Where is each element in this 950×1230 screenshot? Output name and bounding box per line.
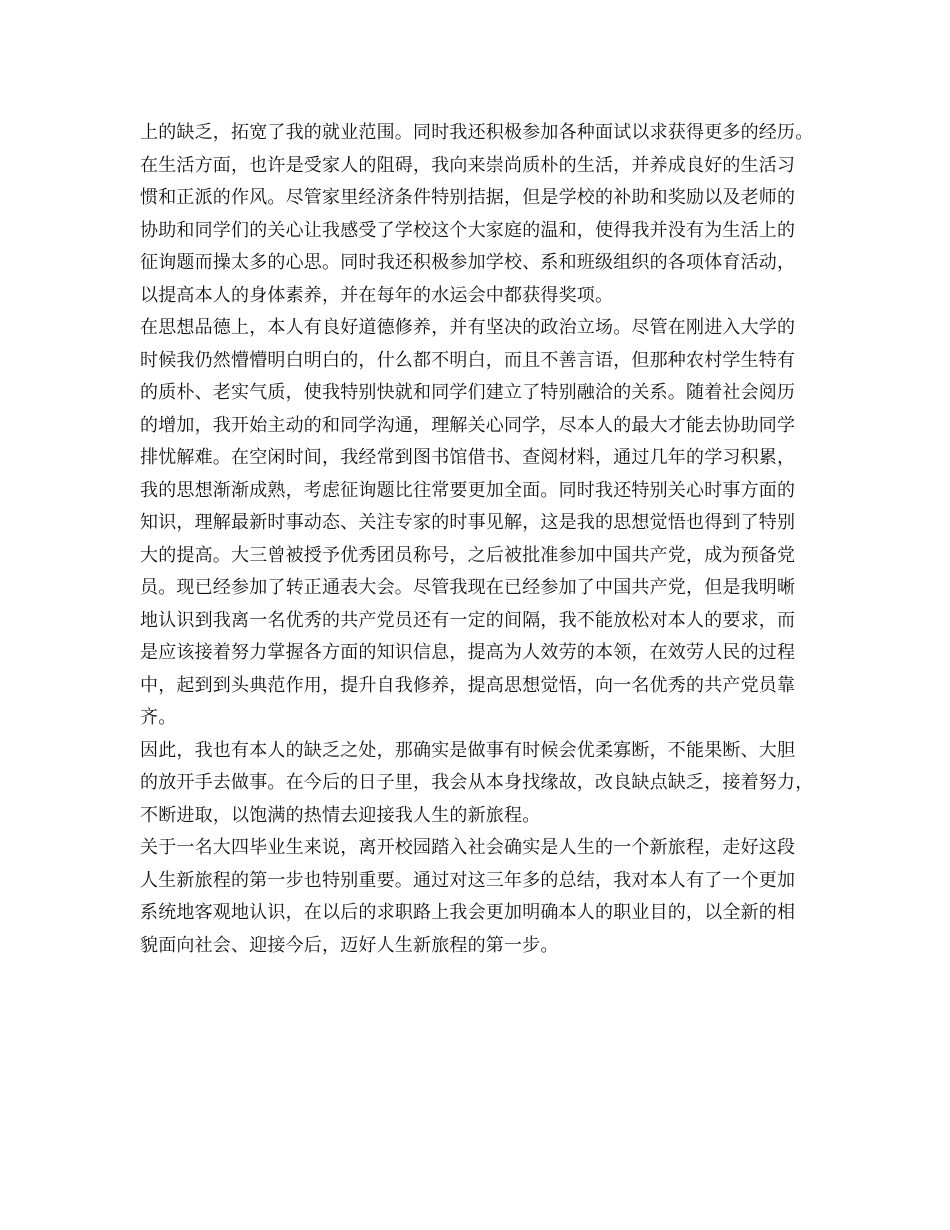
text-line: 的增加，我开始主动的和同学沟通，理解关心同学，尽本人的最大才能去协助同学 [140, 414, 796, 436]
text-line: 大的提高。大三曾被授予优秀团员称号，之后被批准参加中国共产党，成为预备党 [140, 544, 796, 566]
text-line: 齐。 [140, 707, 177, 728]
text-line: 不断进取，以饱满的热情去迎接我人生的新旅程。 [140, 804, 541, 826]
text-line: 是应该接着努力掌握各方面的知识信息，提高为人效劳的本领，在效劳人民的过程 [140, 642, 796, 663]
text-line: 地认识到我离一名优秀的共产党员还有一定的间隔，我不能放松对本人的要求，而 [140, 609, 796, 631]
text-line: 中，起到到头典范作用，提升自我修养，提高思想觉悟，向一名优秀的共产党员靠 [140, 674, 796, 696]
text-line: 惯和正派的作风。尽管家里经济条件特别拮据，但是学校的补助和奖励以及老师的 [140, 187, 796, 208]
text-line: 上的缺乏，拓宽了我的就业范围。同时我还积极参加各种面试以求获得更多的经历。 [140, 122, 814, 143]
text-line: 的放开手去做事。在今后的日子里，我会从本身找缘故，改良缺点缺乏，接着努力， [140, 772, 814, 793]
text-line: 系统地客观地认识，在以后的求职路上我会更加明确本人的职业目的，以全新的相 [140, 902, 796, 923]
text-line: 貌面向社会、迎接今后，迈好人生新旅程的第一步。 [140, 934, 559, 956]
text-line: 以提高本人的身体素养，并在每年的水运会中都获得奖项。 [140, 284, 614, 306]
text-line: 在思想品德上，本人有良好道德修养，并有坚决的政治立场。尽管在刚进入大学的 [140, 317, 796, 338]
text-line: 知识，理解最新时事动态、关注专家的时事见解，这是我的思想觉悟也得到了特别 [140, 512, 796, 533]
text-line: 我的思想渐渐成熟，考虑征询题比往常要更加全面。同时我还特别关心时事方面的 [140, 479, 796, 501]
text-line: 因此，我也有本人的缺乏之处，那确实是做事有时候会优柔寡断，不能果断、大胆 [140, 739, 796, 761]
text-line: 在生活方面，也许是受家人的阻碍，我向来崇尚质朴的生活，并养成良好的生活习 [140, 154, 796, 176]
text-line: 人生新旅程的第一步也特别重要。通过对这三年多的总结，我对本人有了一个更加 [140, 869, 796, 891]
document-body-text [140, 117, 820, 962]
text-line: 征询题而操太多的心思。同时我还积极参加学校、系和班级组织的各项体育活动， [140, 252, 796, 273]
text-line: 排忧解难。在空闲时间，我经常到图书馆借书、查阅材料，通过几年的学习积累， [140, 447, 796, 468]
text-line: 的质朴、老实气质，使我特别快就和同学们建立了特别融洽的关系。随着社会阅历 [140, 382, 796, 403]
text-line: 协助和同学们的关心让我感受了学校这个大家庭的温和，使得我并没有为生活上的 [140, 219, 796, 241]
text-line: 员。现已经参加了转正通表大会。尽管我现在已经参加了中国共产党，但是我明晰 [140, 577, 796, 598]
text-line: 关于一名大四毕业生来说，离开校园踏入社会确实是人生的一个新旅程，走好这段 [140, 837, 796, 858]
text-line: 时候我仍然懵懵明白明白的，什么都不明白，而且不善言语，但那种农村学生特有 [140, 349, 796, 371]
